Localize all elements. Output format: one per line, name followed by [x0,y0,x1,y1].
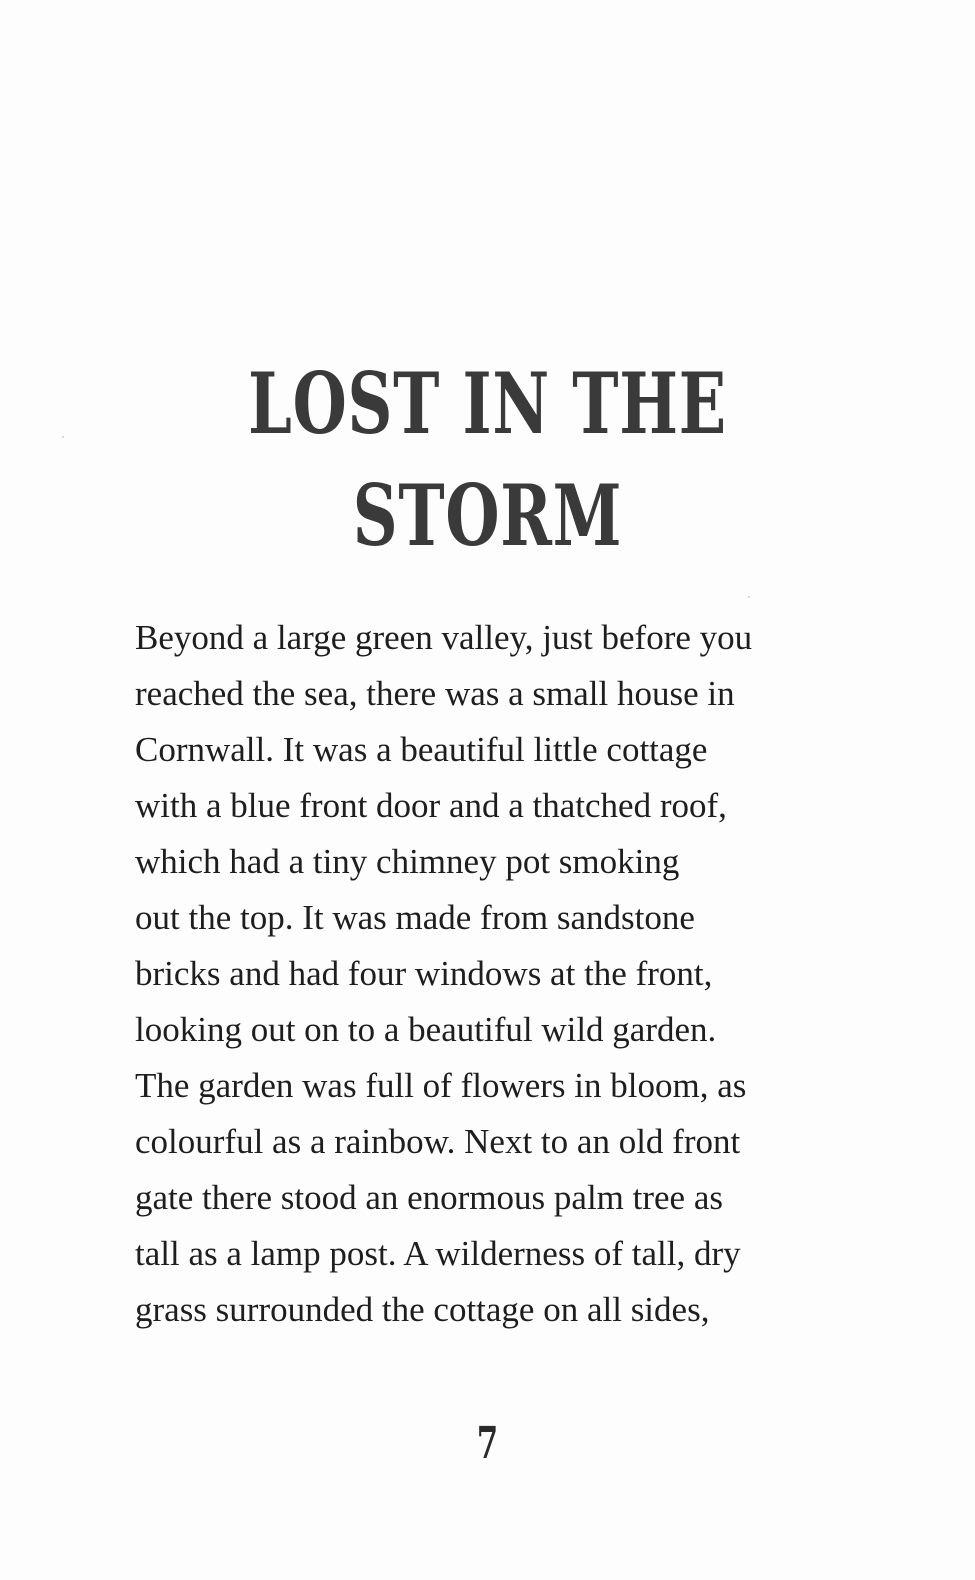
body-line: Cornwall. It was a beautiful little cottage [135,730,708,769]
body-line: tall as a lamp post. A wilderness of tall, dry [135,1234,741,1273]
body-line: with a blue front door and a thatched roof, [135,786,727,825]
body-line: The garden was full of flowers in bloom, as [135,1066,747,1105]
chapter-title [127,348,849,572]
paper-speck [748,596,750,598]
body-line: grass surrounded the cottage on all sides, [135,1290,710,1329]
body-line: out the top. It was made from sandstone [135,898,695,937]
page-number: 7 [476,1418,499,1469]
body-line: Beyond a large green valley, just before you [135,618,753,657]
paper-speck [62,436,64,438]
body-line: colourful as a rainbow. Next to an old front [135,1122,741,1161]
body-paragraph [135,610,855,1338]
body-line: which had a tiny chimney pot smoking [135,842,680,881]
body-line: reached the sea, there was a small house in [135,674,735,713]
chapter-title-line-2: STORM [352,466,623,566]
body-line: looking out on to a beautiful wild garden. [135,1010,717,1049]
chapter-title-line-1: LOST IN THE [248,354,727,454]
body-line: bricks and had four windows at the front, [135,954,713,993]
body-line: gate there stood an enormous palm tree as [135,1178,723,1217]
